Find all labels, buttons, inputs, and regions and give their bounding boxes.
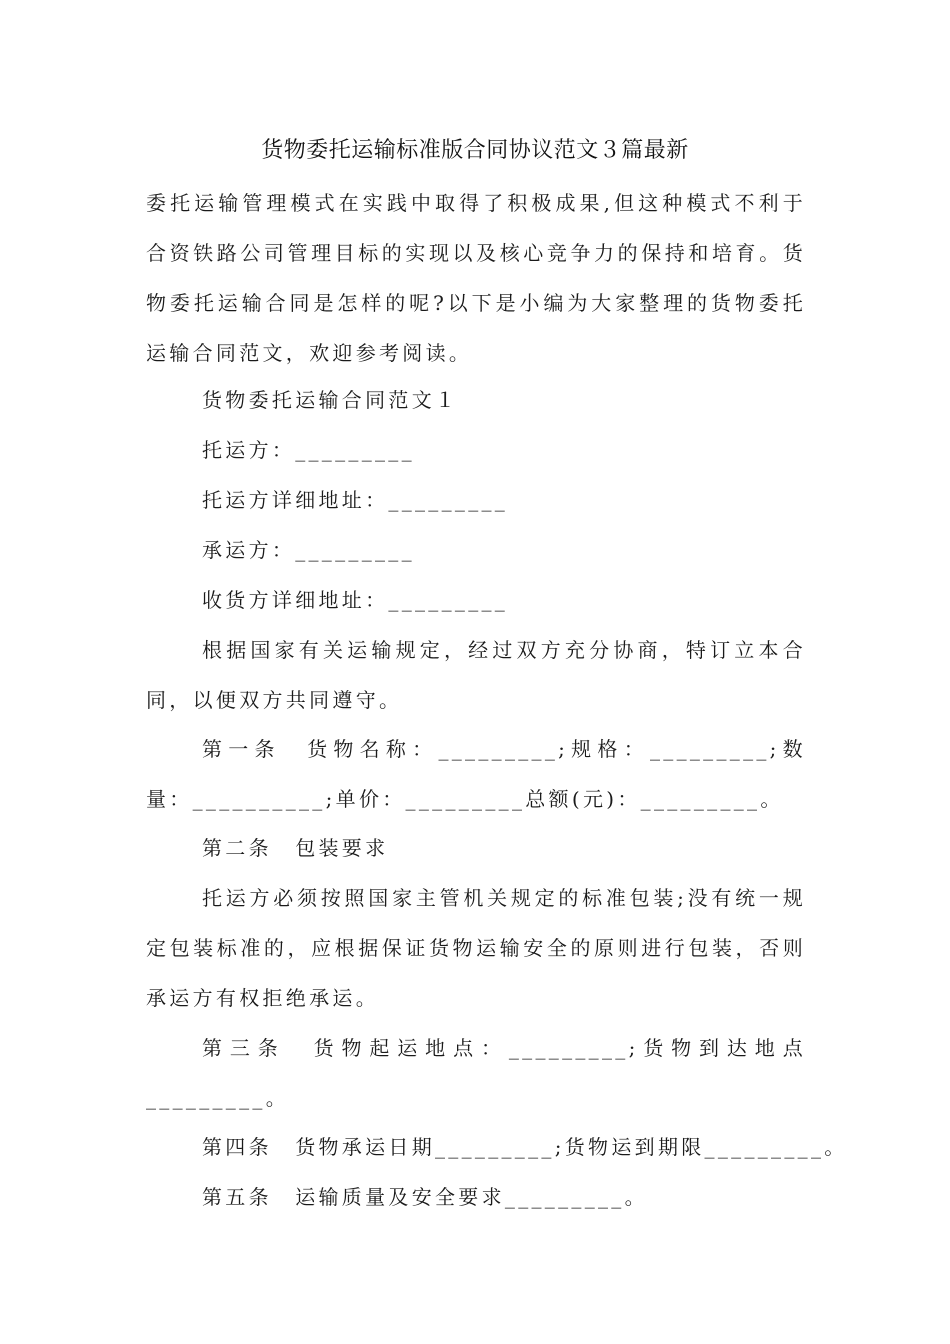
intro-paragraph: 委托运输管理模式在实践中取得了积极成果,但这种模式不利于合资铁路公司管理目标的实现以及核心竞争力的保持和培育。货物委托运输合同是怎样的呢?以下是小编为大家整理的货物委托运输合同范文，欢迎参考阅读。 [146, 191, 806, 365]
carrier-field: 承运方：_________ [202, 538, 415, 562]
article-2-heading: 第二条 包装要求 [202, 836, 389, 860]
document-title: 货物委托运输标准版合同协议范文３篇最新 [261, 138, 689, 163]
article-3: 第三条 货物起运地点：_________;货物到达地点_________。 [146, 1036, 806, 1110]
shipper-address-field: 托运方详细地址：_________ [202, 488, 509, 512]
consignee-address-field: 收货方详细地址：_________ [202, 588, 509, 612]
article-2-body: 托运方必须按照国家主管机关规定的标准包装;没有统一规定包装标准的，应根据保证货物运输安全的原则进行包装，否则承运方有权拒绝承运。 [146, 886, 806, 1010]
section-heading: 货物委托运输合同范文１ [202, 388, 459, 412]
preamble-paragraph: 根据国家有关运输规定，经过双方充分协商，特订立本合同，以便双方共同遵守。 [146, 638, 806, 712]
article-1: 第一条 货物名称：_________;规格：_________;数量：__________;单价：_________总额(元)：_________。 [146, 737, 806, 811]
article-4: 第四条 货物承运日期_________;货物运到期限_________。 [202, 1135, 848, 1159]
article-5: 第五条 运输质量及安全要求_________。 [202, 1185, 648, 1209]
shipper-field: 托运方：_________ [202, 438, 415, 462]
